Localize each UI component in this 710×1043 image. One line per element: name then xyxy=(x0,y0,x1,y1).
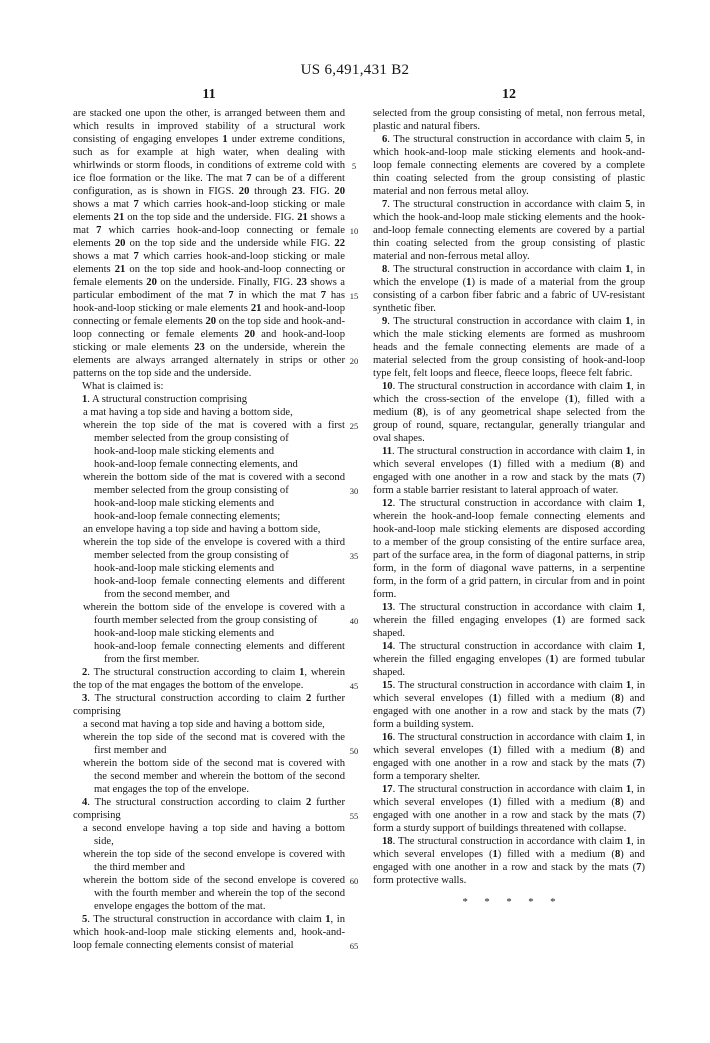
line-number: 35 xyxy=(349,551,359,561)
paragraph: * * * * * xyxy=(462,897,556,908)
paragraph: hook-and-loop male sticking elements and xyxy=(94,498,275,509)
paragraph: a mat having a top side and having a bottom side, xyxy=(83,407,293,418)
paragraph: wherein the top side of the mat is covered with a first member selected from the group consisting of xyxy=(83,420,345,444)
paragraph: 1. A structural construction comprising xyxy=(82,394,248,405)
paragraph: hook-and-loop male sticking elements and xyxy=(94,628,275,639)
paragraph: 14. The structural construction in accordance with claim 1, wherein the filled engaging envelopes (1) are formed tubular shaped. xyxy=(373,641,645,678)
line-number: 40 xyxy=(349,616,359,626)
line-number: 55 xyxy=(349,811,359,821)
paragraph: 12. The structural construction in accordance with claim 1, wherein the hook-and-loop female connecting elements and hook-and-loop male sticking elements are disposed according to a member of the group consisting of the entire surface area, part of the surface area, in the form of diagonal patterns, in strip form, in the form of diagonal wave patterns, in a serpentine form, in the form of a grid pattern, in circular from and in point form. xyxy=(373,498,645,600)
line-number: 50 xyxy=(349,746,359,756)
paragraph: a second envelope having a top side and having a bottom side, xyxy=(83,823,345,847)
paragraph: 15. The structural construction in accordance with claim 1, in which several envelopes (1) filled with a medium (8) and engaged with one another in a row and stack by the mats (7) form a building system. xyxy=(373,680,645,730)
paragraph: hook-and-loop female connecting elements; xyxy=(94,511,281,522)
line-number: 5 xyxy=(351,161,357,171)
paragraph: 13. The structural construction in accordance with claim 1, wherein the filled engaging envelopes (1) are formed sack shaped. xyxy=(373,602,645,639)
paragraph: 10. The structural construction in accordance with claim 1, in which the cross-section of the envelope (1), filled with a medium (8), is of any geometrical shape selected from the group of round, square, rectangular, generally triangular and oval shapes. xyxy=(373,381,646,444)
paragraph: wherein the bottom side of the second mat is covered with the second member and wherein the bottom of the second mat engages the top of the envelope. xyxy=(83,758,345,795)
paragraph: are stacked one upon the other, is arranged between them and which results in improved stability of a structural work consisting of engaging envelopes 1 under extreme conditions, such as for example at high water, when dealing with whirlwinds or storm floods, in conditions of extreme cold with ice floe formation or the like. The mat 7 can be of a different configuration, as is shown in FIGS. 20 through 23. FIG. 20 shows a mat 7 which carries hook-and-loop sticking or male elements 21 on the top side and the underside. FIG. 21 shows a mat 7 which carries hook-and-loop connecting or female elements 20 on the top side and the underside while FIG. 22 shows a mat 7 which carries hook-and-loop sticking or male elements 21 on the top side and hook-and-loop connecting or female elements 20 on the underside. Finally, FIG. 23 shows a particular embodiment of the mat 7 in which the mat 7 has hook-and-loop sticking or male elements 21 and hook-and-loop connecting or female elements 20 on the top side and hook-and-loop connecting or female elements 20 and hook-and-loop sticking or male elements 23 on the underside, wherein the elements are always arranged alternately in strips or other patterns on the top side and the underside. xyxy=(73,108,346,379)
line-number: 65 xyxy=(349,941,359,951)
paragraph: 7. The structural construction in accordance with claim 5, in which the hook-and-loop male sticking elements and the hook-and-loop female connecting elements are covered by a partial thin coating selected from the group consisting of plastic material and non-ferrous metal alloy. xyxy=(373,199,645,262)
paragraph: What is claimed is: xyxy=(82,381,164,392)
paragraph: 9. The structural construction in accordance with claim 1, in which the male sticking elements are formed as mushroom heads and the female connecting elements are made of a material selected from the group consisting of hook-and-loop type felt, felt loops and fleece, fleece loops, fleece felt fabric. xyxy=(373,316,645,379)
paragraph: wherein the top side of the second mat is covered with the first member and xyxy=(83,732,345,756)
column-number-left: 11 xyxy=(202,87,216,102)
paragraph: 11. The structural construction in accordance with claim 1, in which several envelopes (1) filled with a medium (8) and engaged with one another in a row and stack by the mats (7) form a stable barrier resistant to lateral approach of water. xyxy=(373,446,645,496)
paragraph: selected from the group consisting of metal, non ferrous metal, plastic and natural fibers. xyxy=(373,108,645,132)
paragraph: wherein the top side of the envelope is covered with a third member selected from the group consisting of xyxy=(83,537,345,561)
paragraph: 2. The structural construction according to claim 1, wherein the top of the mat engages the bottom of the envelope. xyxy=(73,667,345,691)
column-right-text xyxy=(373,107,645,909)
paragraph: wherein the bottom side of the second envelope is covered with the fourth member and wherein the top of the second envelope engages the bottom of the mat. xyxy=(83,875,345,912)
paragraph: hook-and-loop male sticking elements and xyxy=(94,446,275,457)
paragraph: hook-and-loop female connecting elements and different from the first member. xyxy=(94,641,345,665)
paragraph: 4. The structural construction according to claim 2 further comprising xyxy=(73,797,345,821)
paragraph: 6. The structural construction in accordance with claim 5, in which hook-and-loop male sticking elements and hook-and-loop female connecting elements are covered by a complete thin coating selected from the group consisting of plastic material and non ferrous metal alloy. xyxy=(373,134,645,197)
line-number: 60 xyxy=(349,876,359,886)
paragraph: hook-and-loop male sticking elements and xyxy=(94,563,275,574)
line-number: 20 xyxy=(349,356,359,366)
paragraph: an envelope having a top side and having a bottom side, xyxy=(83,524,321,535)
paragraph: 18. The structural construction in accordance with claim 1, in which several envelopes (1) filled with a medium (8) and engaged with one another in a row and stack by the mats (7) form protective walls. xyxy=(373,836,645,886)
paragraph: wherein the bottom side of the envelope is covered with a fourth member selected from the group consisting of xyxy=(83,602,345,626)
paragraph: wherein the bottom side of the mat is covered with a second member selected from the group consisting of xyxy=(83,472,345,496)
line-number: 10 xyxy=(349,226,359,236)
column-left-text xyxy=(73,107,345,952)
line-number: 45 xyxy=(349,681,359,691)
gutter-line-numbers xyxy=(339,0,369,1043)
column-number-right: 12 xyxy=(502,87,516,102)
patent-number-header: US 6,491,431 B2 xyxy=(300,62,410,78)
paragraph: a second mat having a top side and having a bottom side, xyxy=(83,719,325,730)
paragraph: 8. The structural construction in accordance with claim 1, in which the envelope (1) is made of a material from the group consisting of a carbon fiber fabric and a fabric of UV-resistant synthetic fiber. xyxy=(373,264,646,314)
paragraph: wherein the top side of the second envelope is covered with the third member and xyxy=(83,849,345,873)
paragraph: 5. The structural construction in accordance with claim 1, in which hook-and-loop male sticking elements and, hook-and-loop female connecting elements consist of material xyxy=(73,914,345,951)
line-number: 15 xyxy=(349,291,359,301)
paragraph: 3. The structural construction according to claim 2 further comprising xyxy=(73,693,345,717)
paragraph: hook-and-loop female connecting elements, and xyxy=(94,459,298,470)
paragraph: 17. The structural construction in accordance with claim 1, in which several envelopes (1) filled with a medium (8) and engaged with one another in a row and stack by the mats (7) form a sturdy support of buildings threatened with collapse. xyxy=(373,784,645,834)
paragraph: hook-and-loop female connecting elements and different from the second member, and xyxy=(94,576,345,600)
line-number: 30 xyxy=(349,486,359,496)
paragraph: 16. The structural construction in accordance with claim 1, in which several envelopes (1) filled with a medium (8) and engaged with one another in a row and stack by the mats (7) form a temporary shelter. xyxy=(373,732,645,782)
line-number: 25 xyxy=(349,421,359,431)
